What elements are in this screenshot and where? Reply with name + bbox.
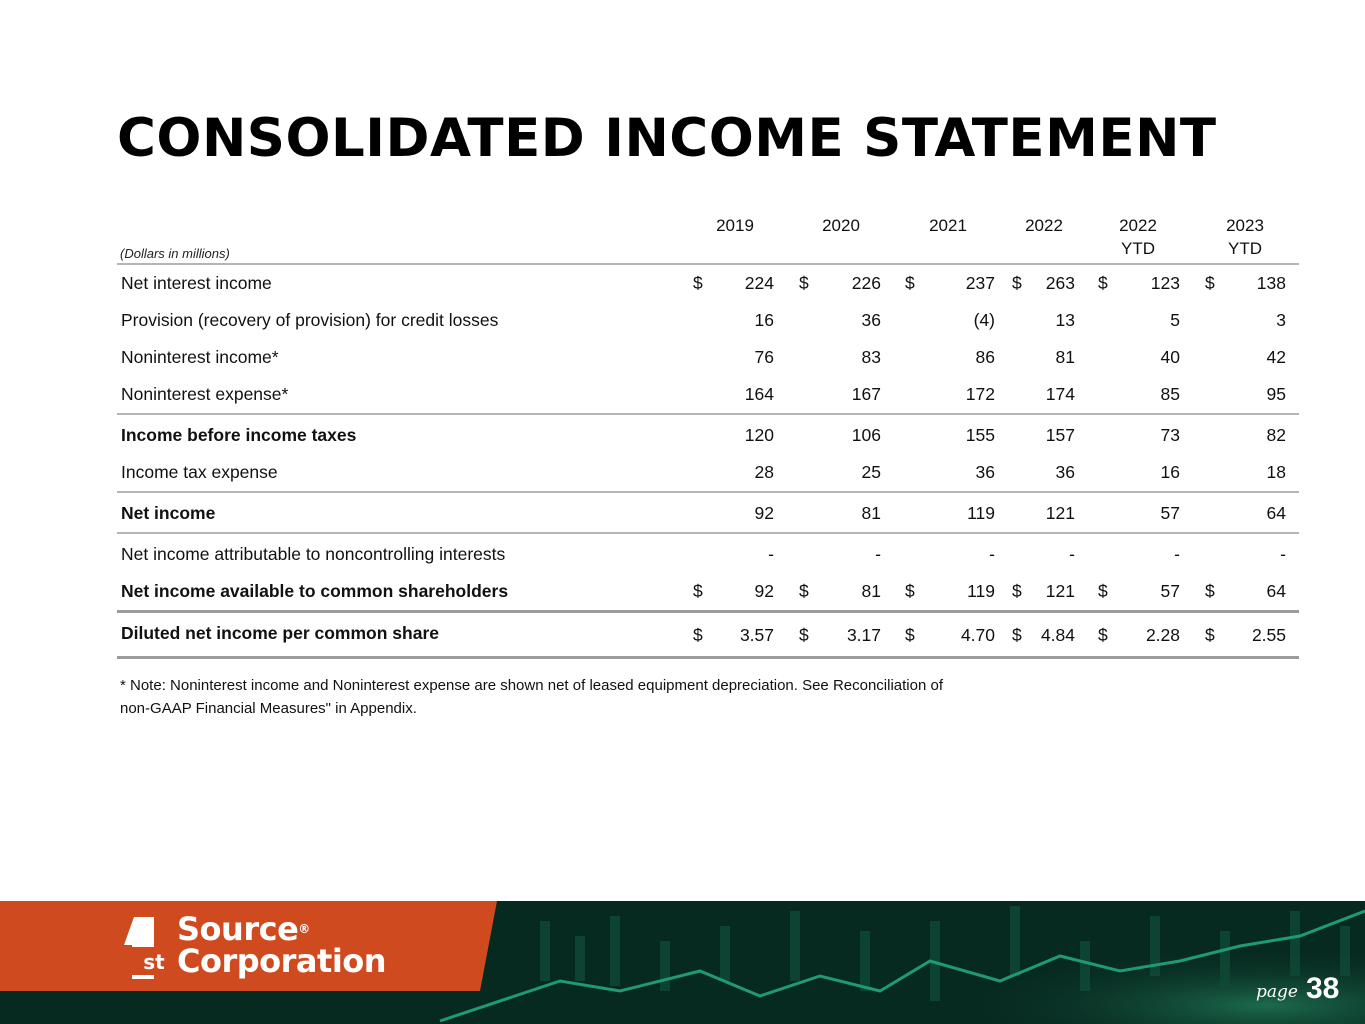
income-statement-table bbox=[117, 214, 1299, 659]
cell-value: - bbox=[1174, 544, 1180, 564]
table-row bbox=[117, 495, 1299, 534]
cell-value: 120 bbox=[744, 425, 774, 445]
table-row bbox=[117, 265, 1299, 302]
currency-symbol: $ bbox=[693, 273, 703, 293]
row-label: Net income available to common shareholders bbox=[121, 581, 509, 601]
table-body bbox=[117, 265, 1299, 659]
cell-value: - bbox=[989, 544, 995, 564]
cell-value: - bbox=[768, 544, 774, 564]
cell-value: 123 bbox=[1150, 273, 1180, 293]
row-label: Income tax expense bbox=[121, 462, 278, 482]
row-label: Noninterest income* bbox=[121, 347, 279, 367]
currency-symbol: $ bbox=[1205, 273, 1215, 293]
cell-value: 3.17 bbox=[846, 625, 881, 645]
cell-value: 164 bbox=[744, 384, 774, 404]
cell-value: 5 bbox=[1170, 310, 1180, 330]
page-label: page bbox=[1256, 982, 1298, 1002]
cell-value: 237 bbox=[965, 273, 995, 293]
cell-value: 167 bbox=[851, 384, 881, 404]
cell-value: 2.55 bbox=[1251, 625, 1286, 645]
cell-value: 85 bbox=[1160, 384, 1180, 404]
cell-value: 73 bbox=[1160, 425, 1180, 445]
row-label: Provision (recovery of provision) for credit losses bbox=[121, 310, 499, 330]
currency-symbol: $ bbox=[905, 581, 915, 601]
currency-symbol: $ bbox=[1012, 273, 1022, 293]
currency-symbol: $ bbox=[799, 625, 809, 645]
currency-symbol: $ bbox=[1098, 625, 1108, 645]
cell-value: 92 bbox=[754, 503, 774, 523]
cell-value: 138 bbox=[1256, 273, 1286, 293]
cell-value: 40 bbox=[1160, 347, 1180, 367]
footnote-line: non-GAAP Financial Measures" in Appendix. bbox=[120, 700, 417, 717]
col-header-ytd: YTD bbox=[1228, 239, 1262, 258]
col-header-year: 2019 bbox=[716, 216, 754, 235]
cell-value: 4.70 bbox=[960, 625, 995, 645]
cell-value: 57 bbox=[1160, 581, 1180, 601]
cell-value: 81 bbox=[861, 503, 881, 523]
cell-value: 64 bbox=[1266, 581, 1286, 601]
cell-value: (4) bbox=[973, 310, 995, 330]
currency-symbol: $ bbox=[799, 581, 809, 601]
cell-value: 4.84 bbox=[1040, 625, 1075, 645]
cell-value: 119 bbox=[967, 581, 995, 601]
cell-value: 2.28 bbox=[1145, 625, 1180, 645]
cell-value: - bbox=[1069, 544, 1075, 564]
table-row bbox=[117, 339, 1299, 376]
footnote bbox=[120, 674, 1220, 720]
col-header-year: 2020 bbox=[822, 216, 860, 235]
table-row bbox=[117, 573, 1299, 613]
cell-value: 36 bbox=[975, 462, 995, 482]
currency-symbol: $ bbox=[693, 581, 703, 601]
cell-value: 36 bbox=[1055, 462, 1075, 482]
currency-symbol: $ bbox=[1098, 273, 1108, 293]
col-header bbox=[913, 214, 983, 237]
row-label: Noninterest expense* bbox=[121, 384, 289, 404]
cell-value: 226 bbox=[851, 273, 881, 293]
currency-symbol: $ bbox=[1205, 581, 1215, 601]
cell-value: 76 bbox=[754, 347, 774, 367]
col-header-year: 2022 bbox=[1119, 216, 1157, 235]
cell-value: 157 bbox=[1045, 425, 1075, 445]
col-header bbox=[700, 214, 770, 237]
currency-symbol: $ bbox=[799, 273, 809, 293]
row-label: Net interest income bbox=[121, 273, 272, 293]
cell-value: 13 bbox=[1055, 310, 1075, 330]
units-label: (Dollars in millions) bbox=[120, 246, 230, 261]
cell-value: 83 bbox=[861, 347, 881, 367]
cell-value: 95 bbox=[1266, 384, 1286, 404]
cell-value: 3.57 bbox=[739, 625, 774, 645]
currency-symbol: $ bbox=[1098, 581, 1108, 601]
cell-value: 81 bbox=[861, 581, 881, 601]
registered-mark: ® bbox=[298, 922, 310, 936]
page-number: 38 bbox=[1306, 972, 1340, 1005]
company-logo bbox=[124, 910, 454, 983]
table-row bbox=[117, 454, 1299, 493]
cell-value: 155 bbox=[965, 425, 995, 445]
col-header-year: 2022 bbox=[1025, 216, 1063, 235]
currency-symbol: $ bbox=[693, 625, 703, 645]
logo-suffix: st bbox=[143, 950, 165, 974]
cell-value: 81 bbox=[1055, 347, 1075, 367]
cell-value: 36 bbox=[861, 310, 881, 330]
row-label: Diluted net income per common share bbox=[121, 623, 439, 643]
cell-value: 25 bbox=[861, 462, 881, 482]
cell-value: 172 bbox=[965, 384, 995, 404]
currency-symbol: $ bbox=[905, 273, 915, 293]
table-row bbox=[117, 536, 1299, 573]
cell-value: 174 bbox=[1045, 384, 1075, 404]
cell-value: - bbox=[1280, 544, 1286, 564]
col-header bbox=[1210, 214, 1280, 260]
table-row bbox=[117, 417, 1299, 454]
page-title: CONSOLIDATED INCOME STATEMENT bbox=[117, 108, 1217, 169]
cell-value: 18 bbox=[1266, 462, 1286, 482]
row-label: Income before income taxes bbox=[121, 425, 357, 445]
cell-value: 121 bbox=[1045, 503, 1075, 523]
cell-value: 57 bbox=[1160, 503, 1180, 523]
col-header bbox=[1103, 214, 1173, 260]
table-row bbox=[117, 615, 1299, 659]
currency-symbol: $ bbox=[1012, 625, 1022, 645]
cell-value: 106 bbox=[851, 425, 881, 445]
row-label: Net income attributable to noncontrolling interests bbox=[121, 544, 506, 564]
cell-value: 224 bbox=[744, 273, 774, 293]
table-header bbox=[117, 214, 1299, 265]
cell-value: 119 bbox=[967, 503, 995, 523]
logo-word-corporation: Corporation bbox=[177, 942, 387, 980]
cell-value: 16 bbox=[1160, 462, 1180, 482]
cell-value: 121 bbox=[1045, 581, 1075, 601]
table-row bbox=[117, 376, 1299, 415]
cell-value: 64 bbox=[1266, 503, 1286, 523]
currency-symbol: $ bbox=[1205, 625, 1215, 645]
currency-symbol: $ bbox=[905, 625, 915, 645]
footnote-line: * Note: Noninterest income and Noninterest expense are shown net of leased equipment depreciation. See Reconciliation of bbox=[120, 677, 944, 694]
cell-value: 3 bbox=[1276, 310, 1286, 330]
col-header bbox=[1009, 214, 1079, 237]
cell-value: 42 bbox=[1266, 347, 1286, 367]
logo-word-source: Source bbox=[177, 910, 299, 948]
col-header-ytd: YTD bbox=[1121, 239, 1155, 258]
cell-value: 28 bbox=[754, 462, 774, 482]
cell-value: 16 bbox=[754, 310, 774, 330]
cell-value: 82 bbox=[1266, 425, 1286, 445]
table-row bbox=[117, 302, 1299, 339]
cell-value: 86 bbox=[975, 347, 995, 367]
cell-value: 263 bbox=[1045, 273, 1075, 293]
col-header-year: 2021 bbox=[929, 216, 967, 235]
cell-value: - bbox=[875, 544, 881, 564]
cell-value: 92 bbox=[754, 581, 774, 601]
col-header bbox=[806, 214, 876, 237]
currency-symbol: $ bbox=[1012, 581, 1022, 601]
logo-mark bbox=[124, 917, 178, 979]
row-label: Net income bbox=[121, 503, 216, 523]
col-header-year: 2023 bbox=[1226, 216, 1264, 235]
logo-word bbox=[177, 910, 310, 948]
